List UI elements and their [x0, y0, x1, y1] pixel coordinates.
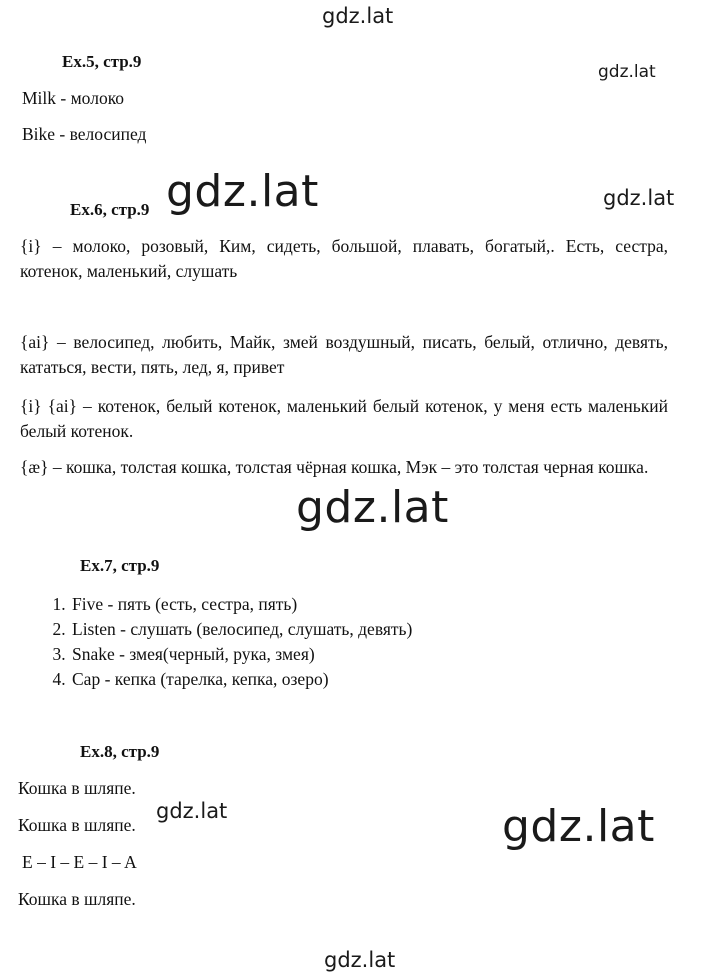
ex6-paragraph-ae: {æ} – кошка, толстая кошка, толстая чёрная кошка, Мэк – это толстая черная кошка.: [20, 457, 649, 477]
ex8-heading: Ex.8, стр.9: [80, 742, 160, 761]
ex5-line-2: Bike - велосипед: [22, 124, 147, 144]
ex8-line-3: E – I – E – I – A: [22, 852, 137, 872]
ex6-paragraph-i: {i} – молоко, розовый, Ким, сидеть, большой, плавать, богатый,. Есть, сестра, котенок, маленький, слушать: [20, 236, 668, 281]
watermark-small-mid: gdz.lat: [156, 799, 228, 823]
watermark-top: gdz.lat: [322, 4, 394, 28]
ex7-heading: Ex.7, стр.9: [80, 556, 160, 575]
list-item: 4. Cap - кепка (тарелка, кепка, озеро): [70, 667, 412, 692]
ex5-line-1: Milk - молоко: [22, 88, 125, 108]
list-item: 1. Five - пять (есть, сестра, пять): [70, 592, 412, 617]
watermark-right-1: gdz.lat: [598, 62, 656, 82]
watermark-bottom: gdz.lat: [324, 948, 396, 972]
ex7-list: [38, 592, 412, 692]
ex6-heading: Ex.6, стр.9: [70, 200, 150, 219]
watermark-right-2: gdz.lat: [603, 186, 675, 210]
watermark-big-2: gdz.lat: [296, 482, 449, 533]
watermark-big-3: gdz.lat: [502, 801, 655, 852]
list-item: 3. Snake - змея(черный, рука, змея): [70, 642, 412, 667]
ex8-line-1: Кошка в шляпе.: [18, 778, 136, 798]
ex6-paragraph-i-ai: {i} {ai} – котенок, белый котенок, маленький белый котенок, у меня есть маленький белый котенок.: [20, 396, 668, 441]
ex8-line-4: Кошка в шляпе.: [18, 889, 136, 909]
watermark-big-1: gdz.lat: [166, 166, 319, 217]
list-item: 2. Listen - слушать (велосипед, слушать, девять): [70, 617, 412, 642]
ex8-line-2: Кошка в шляпе.: [18, 815, 136, 835]
ex6-paragraph-ai: {ai} – велосипед, любить, Майк, змей воздушный, писать, белый, отлично, девять, кататься, вести, пять, лед, я, привет: [20, 332, 668, 377]
ex5-heading: Ex.5, стр.9: [62, 52, 142, 71]
